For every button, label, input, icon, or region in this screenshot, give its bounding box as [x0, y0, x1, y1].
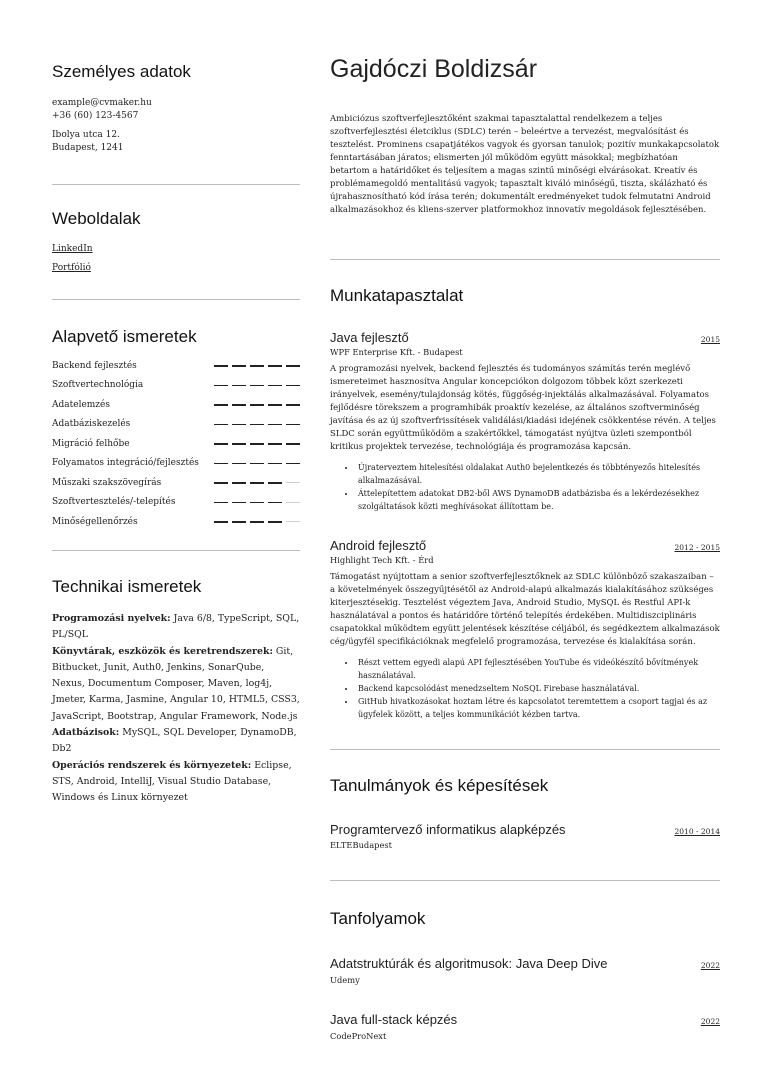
job-title: Android fejlesztő: [330, 538, 427, 553]
tech-libs-label: Könyvtárak, eszközök és keretrendszerek:: [52, 645, 273, 657]
skill-row: [52, 356, 300, 376]
skill-level-segment: [232, 385, 246, 387]
skill-level-segment: [286, 521, 300, 522]
skill-label: Adatbáziskezelés: [52, 419, 131, 430]
divider: [52, 550, 300, 551]
skill-level-segment: [214, 404, 228, 406]
tech-os: [52, 758, 300, 807]
job-description: A programozási nyelvek, backend fejlesztés és tudományos számítás terén meglévő ismereteimet hasznosítva Angular koncepciókon dolgozom többek közt szerkezeti irányelvek, esemény/tulajdonság kötés, függőség-injektálás alkalmazásával. Folyamatos fejlődésre törekszem a programhibák proaktív kezelése, az általános szoftverminőség javítása és az új szoftverfrissítések validálási/kiadási idejének csökkentése révén. A teljes SLDC során együttműködöm a szakértőkkel, támogatást nyújtva üzleti szempontból kritikus projektek tervezése, technológiája és programozása kapcsán.: [330, 364, 716, 452]
course-entry: [330, 1012, 720, 1041]
skill-level-meter: [214, 443, 300, 445]
course-entry: [330, 956, 720, 985]
skill-level-segment: [286, 482, 300, 483]
skill-label: Műszaki szakszövegírás: [52, 477, 162, 488]
contact-block: [52, 97, 152, 155]
tech-title: Technikai ismeretek: [52, 577, 202, 596]
tech-languages: [52, 611, 300, 644]
skill-level-segment: [250, 404, 264, 406]
personal-title: Személyes adatok: [52, 62, 191, 81]
skill-label: Szoftvertesztelés/-telepítés: [52, 497, 176, 508]
skill-level-segment: [214, 502, 228, 504]
skill-level-segment: [268, 443, 282, 445]
skill-level-segment: [250, 385, 264, 387]
skill-level-segment: [286, 404, 300, 406]
skill-level-segment: [268, 424, 282, 426]
skill-level-segment: [268, 463, 282, 465]
course-title: Java full-stack képzés: [330, 1012, 458, 1027]
skill-level-segment: [214, 385, 228, 387]
skill-level-segment: [268, 365, 282, 367]
skill-level-segment: [286, 385, 300, 387]
skill-level-segment: [250, 521, 264, 523]
tech-libs: [52, 644, 300, 725]
skill-level-segment: [268, 404, 282, 406]
address-line-1: Ibolya utca 12.: [52, 130, 120, 140]
tech-languages-label: Programozási nyelvek:: [52, 613, 171, 624]
job-bullets: [330, 461, 720, 513]
skills-list: [52, 356, 300, 532]
skill-label: Folyamatos integráció/fejlesztés: [52, 458, 199, 469]
skill-level-meter: [214, 404, 300, 406]
skill-level-segment: [286, 365, 300, 367]
job-company: WPF Enterprise Kft. - Budapest: [330, 347, 463, 357]
course-provider: CodeProNext: [330, 1031, 387, 1041]
tech-db-value: MySQL, SQL Developer, DynamoDB, Db2: [52, 727, 297, 755]
skill-label: Minőségellenőrzés: [52, 516, 138, 527]
job-bullet: • GitHub hivatkozásokat hoztam létre és kapcsolatot teremtettem a csoport tagjai és az ügyfelek között, a teljes kommunikációt kézben tartva.: [356, 695, 720, 721]
skill-level-segment: [268, 521, 282, 523]
skill-level-segment: [286, 443, 300, 445]
skill-row: [52, 395, 300, 415]
job-description: Támogatást nyújtottam a senior szoftverfejlesztőknek az SDLC különböző szakaszaiban – a követelmények összegyűjtésétől az Android-alapú alkalmazás kialakításához szükséges kiterjesztésekig. Tesztelést végeztem Java, Android Studio, MySQL és Restful API-k használatával a pontos és határidőre történő telepítés érdekében. Multidiszciplináris csapatokkal működtem együtt jelentések készítése céljából, és segédkeztem alkalmazások cég/ügyfél specifikációknak megfelelő programozása, tervezése és kialakítása során.: [330, 572, 720, 647]
skill-level-segment: [232, 424, 246, 426]
job-bullet: • Áttelepítettem adatokat DB2-ből AWS DynamoDB adatbázisba és a lekérdezésekhez szolgáltatások közti meghívásokat állítottam be.: [356, 487, 720, 513]
course-title: Adatstruktúrák és algoritmusok: Java Deep Dive: [330, 956, 608, 971]
job-bullet: • Részt vettem egyedi alapú API fejlesztésében YouTube és videókészítő bővítmények használatával.: [356, 656, 720, 682]
tech-block: [52, 611, 300, 807]
job-entry: [330, 330, 720, 513]
skill-row: [52, 473, 300, 493]
email[interactable]: example@cvmaker.hu: [52, 98, 152, 108]
job-bullets: [330, 656, 720, 721]
skill-level-segment: [250, 424, 264, 426]
courses-title: Tanfolyamok: [330, 909, 426, 928]
education-entry: [330, 822, 720, 850]
tech-os-value: Eclipse, STS, Android, IntelliJ, Visual Studio Database, Windows és Linux környezet: [52, 759, 292, 804]
divider: [52, 184, 300, 185]
course-provider: Udemy: [330, 975, 360, 985]
skill-level-segment: [286, 463, 300, 465]
summary: Ambiciózus szoftverfejlesztőként szakmai tapasztalattal rendelkezem a teljes szoftverfejlesztési életciklus (SDLC) terén – beleértve a tervezést, megvalósítást és tesztelést. Prominens csapatjátékos vagyok és gyorsan tanulok; pozitív munkakapcsolatok fenntartásában járatos; elismerten jól működöm együtt másokkal; megbízhatóan betartom a határidőket és teljesítem a magas szintű minőségi elvárásokat. Kreatív és problémamegoldó mentalitású vagyok; tapasztalt kiváló minőségű, tiszta, skálázható és újrahasznosítható kód írása terén; dokumentált eredményeket tudok felmutatni Android alkalmazásokhoz és kliens-szerver platformokhoz innovatív megoldások fejlesztésében.: [330, 114, 720, 215]
skill-level-segment: [250, 463, 264, 465]
skill-level-segment: [232, 443, 246, 445]
skill-level-segment: [286, 424, 300, 426]
skill-level-segment: [250, 482, 264, 484]
linkedin-link[interactable]: LinkedIn: [52, 244, 93, 254]
skill-level-segment: [214, 443, 228, 445]
job-entry: [330, 538, 720, 721]
divider: [330, 880, 720, 881]
job-date: 2012 - 2015: [674, 543, 720, 552]
skill-level-segment: [268, 502, 282, 504]
course-date: 2022: [700, 961, 720, 970]
skill-label: Adatelemzés: [52, 399, 110, 410]
skill-level-segment: [232, 404, 246, 406]
skill-level-segment: [232, 502, 246, 504]
websites-title: Weboldalak: [52, 209, 141, 228]
tech-os-label: Operációs rendszerek és környezetek:: [52, 759, 252, 771]
phone: +36 (60) 123-4567: [52, 111, 139, 121]
tech-db-label: Adatbázisok:: [52, 727, 120, 739]
skill-row: [52, 512, 300, 532]
job-bullet: • Újraterveztem hitelesítési oldalakat Auth0 bejelentkezés és többtényezős hitelesítés alkalmazásával.: [356, 461, 720, 487]
skill-level-segment: [250, 502, 264, 504]
skill-level-segment: [214, 482, 228, 484]
tech-libs-value: Git, Bitbucket, Junit, Auth0, Jenkins, SonarQube, Nexus, Documentum Composer, Maven, log4j, Jmeter, Karma, Jasmine, Angular 10, HTML5, CSS3, JavaScript, Bootstrap, Angular Framework, Node.js: [52, 645, 300, 722]
skill-row: [52, 376, 300, 396]
job-bullet: • Backend kapcsolódást menedzseltem NoSQL Firebase használatával.: [356, 682, 720, 695]
skill-row: [52, 493, 300, 513]
skills-title: Alapvető ismeretek: [52, 327, 197, 346]
skill-level-meter: [214, 385, 300, 387]
skill-level-segment: [214, 424, 228, 426]
skill-level-segment: [232, 482, 246, 484]
skill-level-meter: [214, 521, 300, 523]
skill-level-meter: [214, 365, 300, 367]
skill-level-segment: [250, 365, 264, 367]
education-school: ELTEBudapest: [330, 840, 392, 850]
skill-level-meter: [214, 463, 300, 465]
skill-level-segment: [268, 482, 282, 484]
job-company: Highlight Tech Kft. - Érd: [330, 555, 434, 565]
tech-db: [52, 725, 300, 758]
skill-row: [52, 454, 300, 474]
skill-level-segment: [250, 443, 264, 445]
skill-row: [52, 434, 300, 454]
work-title: Munkatapasztalat: [330, 286, 464, 305]
divider: [52, 299, 300, 300]
education-title: Tanulmányok és képesítések: [330, 776, 549, 795]
job-title: Java fejlesztő: [330, 330, 409, 345]
skill-level-meter: [214, 424, 300, 426]
education-degree: Programtervező informatikus alapképzés: [330, 822, 566, 837]
skill-level-segment: [286, 502, 300, 503]
skill-level-segment: [214, 521, 228, 523]
skill-level-segment: [232, 463, 246, 465]
skill-level-segment: [214, 463, 228, 465]
skill-row: [52, 415, 300, 435]
portfolio-link[interactable]: Portfólió: [52, 263, 91, 273]
education-date: 2010 - 2014: [674, 827, 720, 836]
divider: [330, 259, 720, 260]
skill-level-meter: [214, 502, 300, 504]
skill-label: Migráció felhőbe: [52, 438, 130, 449]
skill-label: Szoftvertechnológia: [52, 380, 144, 391]
course-date: 2022: [700, 1017, 720, 1026]
skill-level-segment: [268, 385, 282, 387]
skill-level-segment: [214, 365, 228, 367]
job-date: 2015: [700, 335, 720, 344]
skill-level-segment: [232, 521, 246, 523]
divider: [330, 749, 720, 750]
skill-level-segment: [232, 365, 246, 367]
skill-level-meter: [214, 482, 300, 484]
tech-languages-value: Java 6/8, TypeScript, SQL, PL/SQL: [52, 613, 300, 641]
address-line-2: Budapest, 1241: [52, 143, 124, 153]
candidate-name: Gajdóczi Boldizsár: [330, 55, 538, 83]
skill-label: Backend fejlesztés: [52, 360, 137, 371]
